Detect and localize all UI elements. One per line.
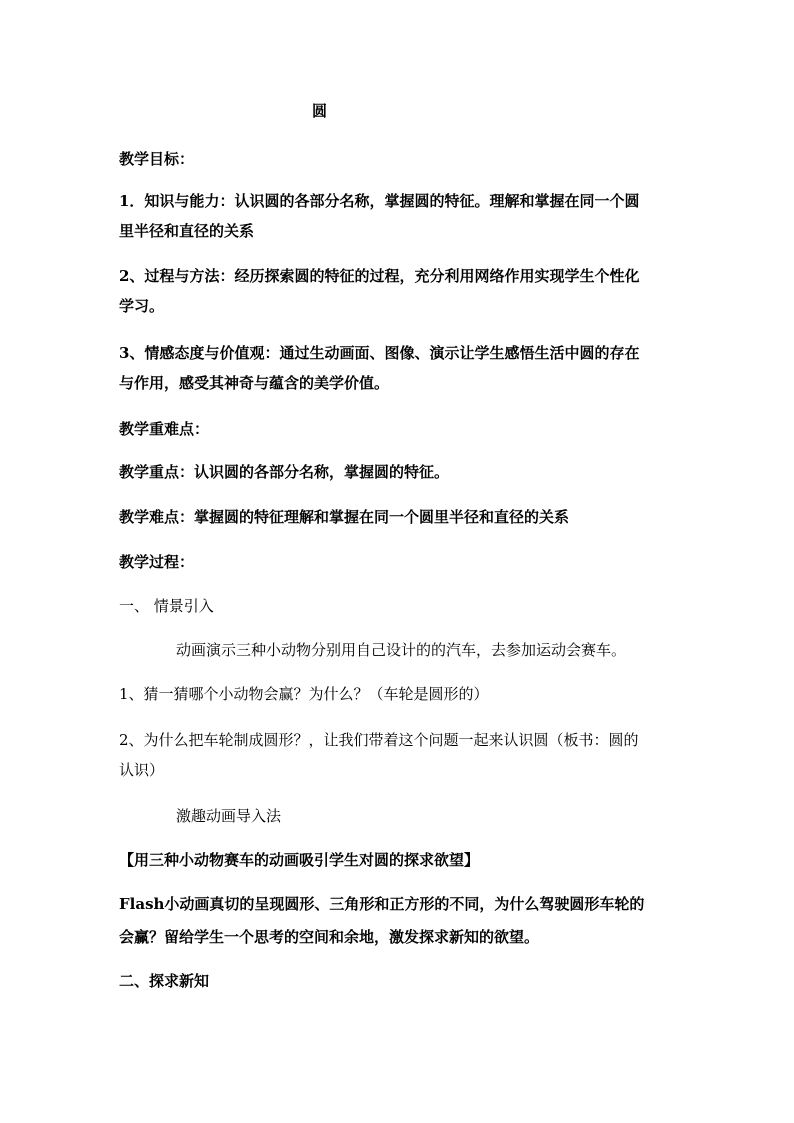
process-heading: 教学过程： bbox=[119, 553, 195, 571]
objectives-heading: 教学目标： bbox=[119, 150, 195, 168]
animation-text: 动画演示三种小动物分别用自己设计的的汽车，去参加运动会赛车。 bbox=[176, 641, 627, 659]
objective-1-line-1: 1．知识与能力：认识圆的各部分名称，掌握圆的特征。理解和掌握在同一个圆 bbox=[119, 192, 640, 210]
question-1: 1、猜一猜哪个小动物会赢？为什么？（车轮是圆形的） bbox=[119, 685, 489, 703]
objective-3-line-2: 与作用，感受其神奇与蕴含的美学价值。 bbox=[119, 374, 390, 392]
objective-2-line-1: 2、过程与方法：经历探索圆的特征的过程，充分利用网络作用实现学生个性化 bbox=[119, 267, 640, 285]
key-points-heading: 教学重难点： bbox=[119, 420, 210, 438]
objective-3-line-1: 3、情感态度与价值观：通过生动画面、图像、演示让学生感悟生活中圆的存在 bbox=[119, 344, 640, 362]
objective-1-line-2: 里半径和直径的关系 bbox=[119, 222, 255, 240]
flash-line-2: 会赢？留给学生一个思考的空间和余地，激发探求新知的欲望。 bbox=[119, 928, 540, 946]
question-2-line-2: 认识） bbox=[119, 761, 165, 779]
method-note: 【用三种小动物赛车的动画吸引学生对圆的探求欲望】 bbox=[119, 851, 480, 869]
section-1-heading: 一、 情景引入 bbox=[119, 597, 214, 615]
flash-line-1: Flash小动画真切的呈现圆形、三角形和正方形的不同，为什么驾驶圆形车轮的 bbox=[119, 895, 645, 913]
difficult-point: 教学难点：掌握圆的特征理解和掌握在同一个圆里半径和直径的关系 bbox=[119, 508, 570, 526]
section-2-heading: 二、探求新知 bbox=[119, 972, 210, 990]
question-2-line-1: 2、为什么把车轮制成圆形？，让我们带着这个问题一起来认识圆（板书：圆的 bbox=[119, 731, 639, 749]
method-label: 激趣动画导入法 bbox=[176, 807, 282, 825]
objective-2-line-2: 学习。 bbox=[119, 297, 165, 315]
document-title: 圆 bbox=[312, 102, 328, 120]
key-point: 教学重点：认识圆的各部分名称，掌握圆的特征。 bbox=[119, 463, 450, 481]
